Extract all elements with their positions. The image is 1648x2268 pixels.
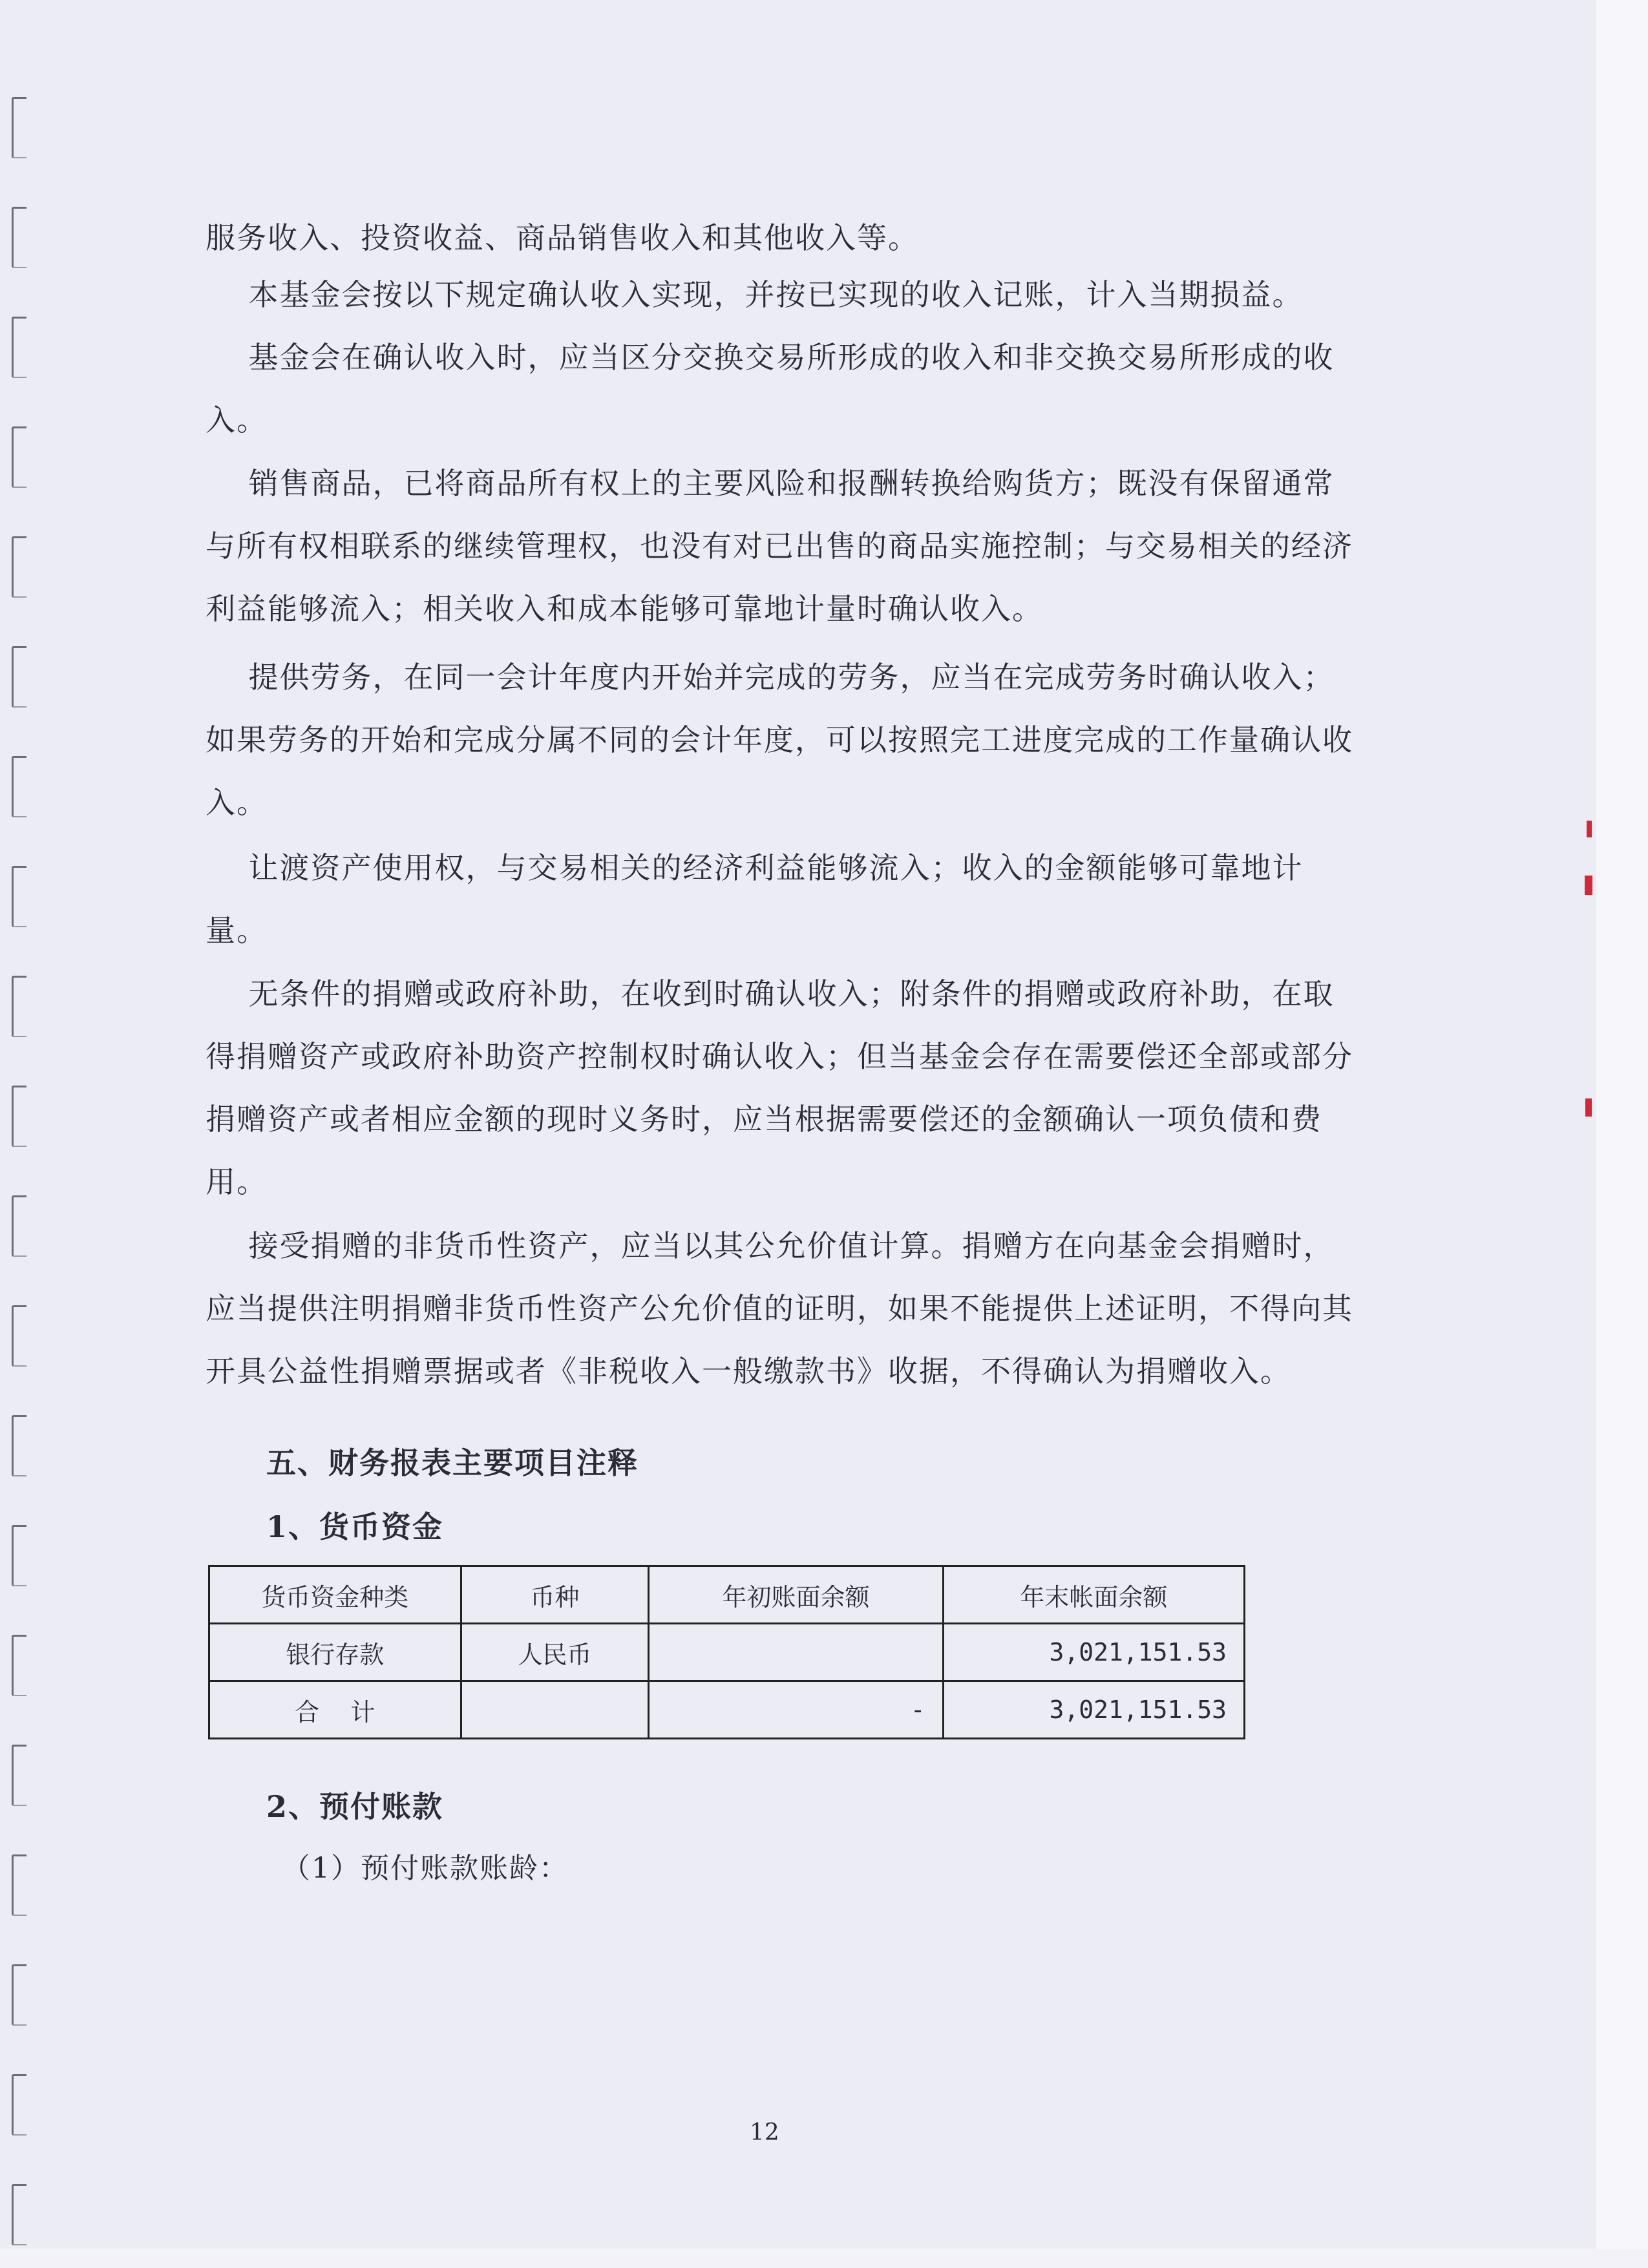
paragraph-2: 本基金会按以下规定确认收入实现，并按已实现的收入记账，计入当期损益。 bbox=[206, 277, 1304, 312]
col-header-closing: 年末帐面余额 bbox=[943, 1566, 1244, 1624]
page-number: 12 bbox=[750, 2119, 779, 2146]
col-header-type: 货币资金种类 bbox=[209, 1566, 461, 1624]
binding-holes bbox=[12, 97, 37, 2229]
cell-closing: 3,021,151.53 bbox=[943, 1624, 1244, 1681]
table-row bbox=[209, 1624, 1245, 1681]
paragraph-7: 无条件的捐赠或政府补助，在收到时确认收入；附条件的捐赠或政府补助，在取得捐赠资产或政府补助资产控制权时确认收入；但当基金会存在需要偿还全部或部分捐赠资产或者相应金额的现时义务时，应当根据需要偿还的金额确认一项负债和费用。 bbox=[206, 976, 1353, 1199]
col-header-currency: 币种 bbox=[461, 1566, 649, 1624]
paragraph-6: 让渡资产使用权，与交易相关的经济利益能够流入；收入的金额能够可靠地计量。 bbox=[206, 850, 1304, 948]
cell-total-opening: - bbox=[649, 1681, 943, 1739]
section-title: 五、财务报表主要项目注释 bbox=[266, 1445, 639, 1480]
paragraph-3: 基金会在确认收入时，应当区分交换交易所形成的收入和非交换交易所形成的收入。 bbox=[206, 340, 1335, 437]
col-header-opening: 年初账面余额 bbox=[649, 1566, 943, 1624]
paragraph-5: 提供劳务，在同一会计年度内开始并完成的劳务，应当在完成劳务时确认收入；如果劳务的开始和完成分属不同的会计年度，可以按照完工进度完成的工作量确认收入。 bbox=[206, 660, 1353, 820]
page-edge bbox=[1596, 0, 1648, 2268]
paragraph-8: 接受捐赠的非货币性资产，应当以其公允价值计算。捐赠方在向基金会捐赠时，应当提供注明捐赠非货币性资产公允价值的证明，如果不能提供上述证明，不得向其开具公益性捐赠票据或者《非税收入一般缴款书》收据，不得确认为捐赠收入。 bbox=[206, 1228, 1353, 1389]
cell-total-label: 合 计 bbox=[209, 1681, 461, 1739]
cell-opening bbox=[649, 1624, 943, 1681]
paragraph-4: 销售商品，已将商品所有权上的主要风险和报酬转换给购货方；既没有保留通常与所有权相联系的继续管理权，也没有对已出售的商品实施控制；与交易相关的经济利益能够流入；相关收入和成本能够可靠地计量时确认收入。 bbox=[206, 466, 1353, 626]
subsection-cash: 1、货币资金 bbox=[266, 1509, 444, 1544]
cell-total-currency bbox=[461, 1681, 649, 1739]
cell-total-closing: 3,021,151.53 bbox=[943, 1681, 1244, 1739]
prepaid-aging-item: （1）预付账款账龄： bbox=[282, 1852, 569, 1885]
table-header-row bbox=[209, 1566, 1245, 1624]
cell-currency: 人民币 bbox=[461, 1624, 649, 1681]
table-row-total bbox=[209, 1681, 1245, 1739]
paragraph-1: 服务收入、投资收益、商品销售收入和其他收入等。 bbox=[206, 220, 919, 255]
subsection-prepaid: 2、预付账款 bbox=[266, 1789, 444, 1824]
cell-type: 银行存款 bbox=[209, 1624, 461, 1681]
page-bottom-edge bbox=[0, 2249, 1648, 2268]
cash-table bbox=[208, 1565, 1245, 1739]
